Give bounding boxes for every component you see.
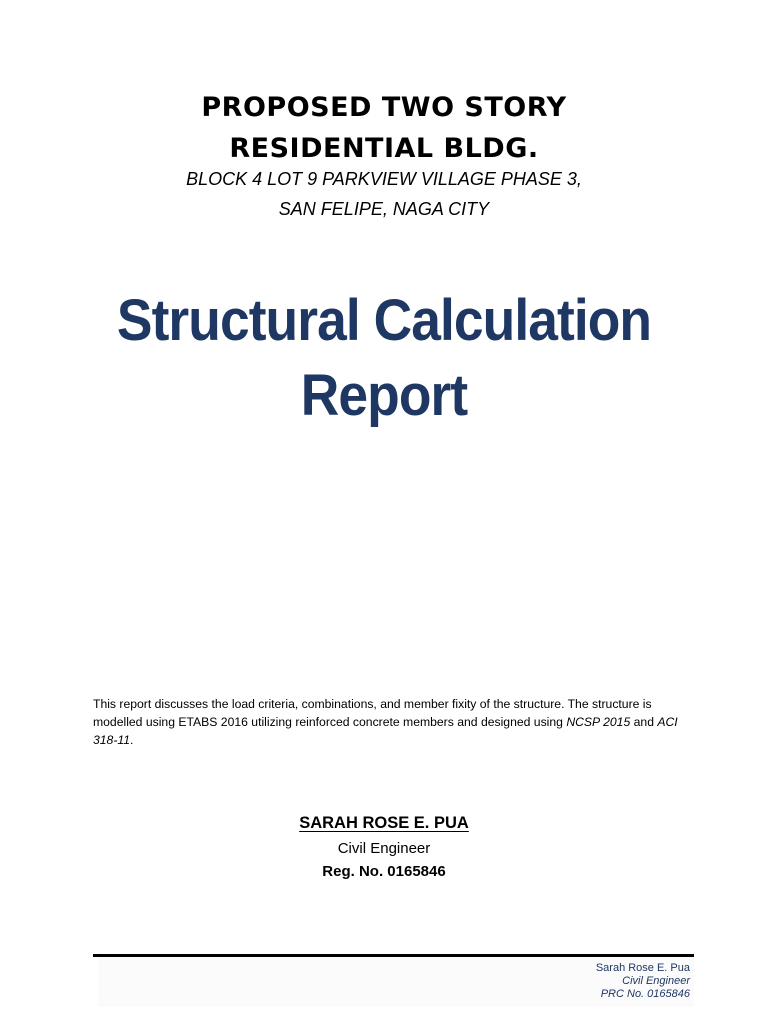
project-address-line-2: SAN FELIPE, NAGA CITY	[278, 199, 490, 219]
report-title-line-1: Structural Calculation	[116, 288, 652, 353]
project-title-line-2: RESIDENTIAL BLDG.	[229, 133, 539, 164]
summary-end: .	[130, 733, 134, 747]
code-reference-ncsp: NCSP 2015	[566, 715, 631, 729]
project-title-line-1: PROPOSED TWO STORY	[201, 92, 567, 123]
report-summary	[93, 695, 683, 749]
summary-text: This report discusses the load criteria, combinations, and member fixity of the structure. The structure is modelled using ETABS 2016 utilizing reinforced concrete members and designed using	[93, 697, 652, 729]
report-title-line-2: Report	[300, 363, 468, 428]
footer-name: Sarah Rose E. Pua	[595, 962, 690, 974]
signer-registration: Reg. No. 0165846	[322, 863, 446, 880]
summary-conjunction: and	[630, 715, 658, 729]
footer-prc: PRC No. 0165846	[600, 988, 690, 1000]
signer-role: Civil Engineer	[337, 840, 431, 857]
project-address-line-1: BLOCK 4 LOT 9 PARKVIEW VILLAGE PHASE 3,	[186, 169, 582, 189]
signer-name-text: SARAH ROSE E. PUA	[299, 814, 469, 832]
signer-name	[0, 814, 768, 833]
code-reference-aci: ACI 318-11	[93, 715, 678, 747]
footer-role: Civil Engineer	[622, 975, 690, 987]
